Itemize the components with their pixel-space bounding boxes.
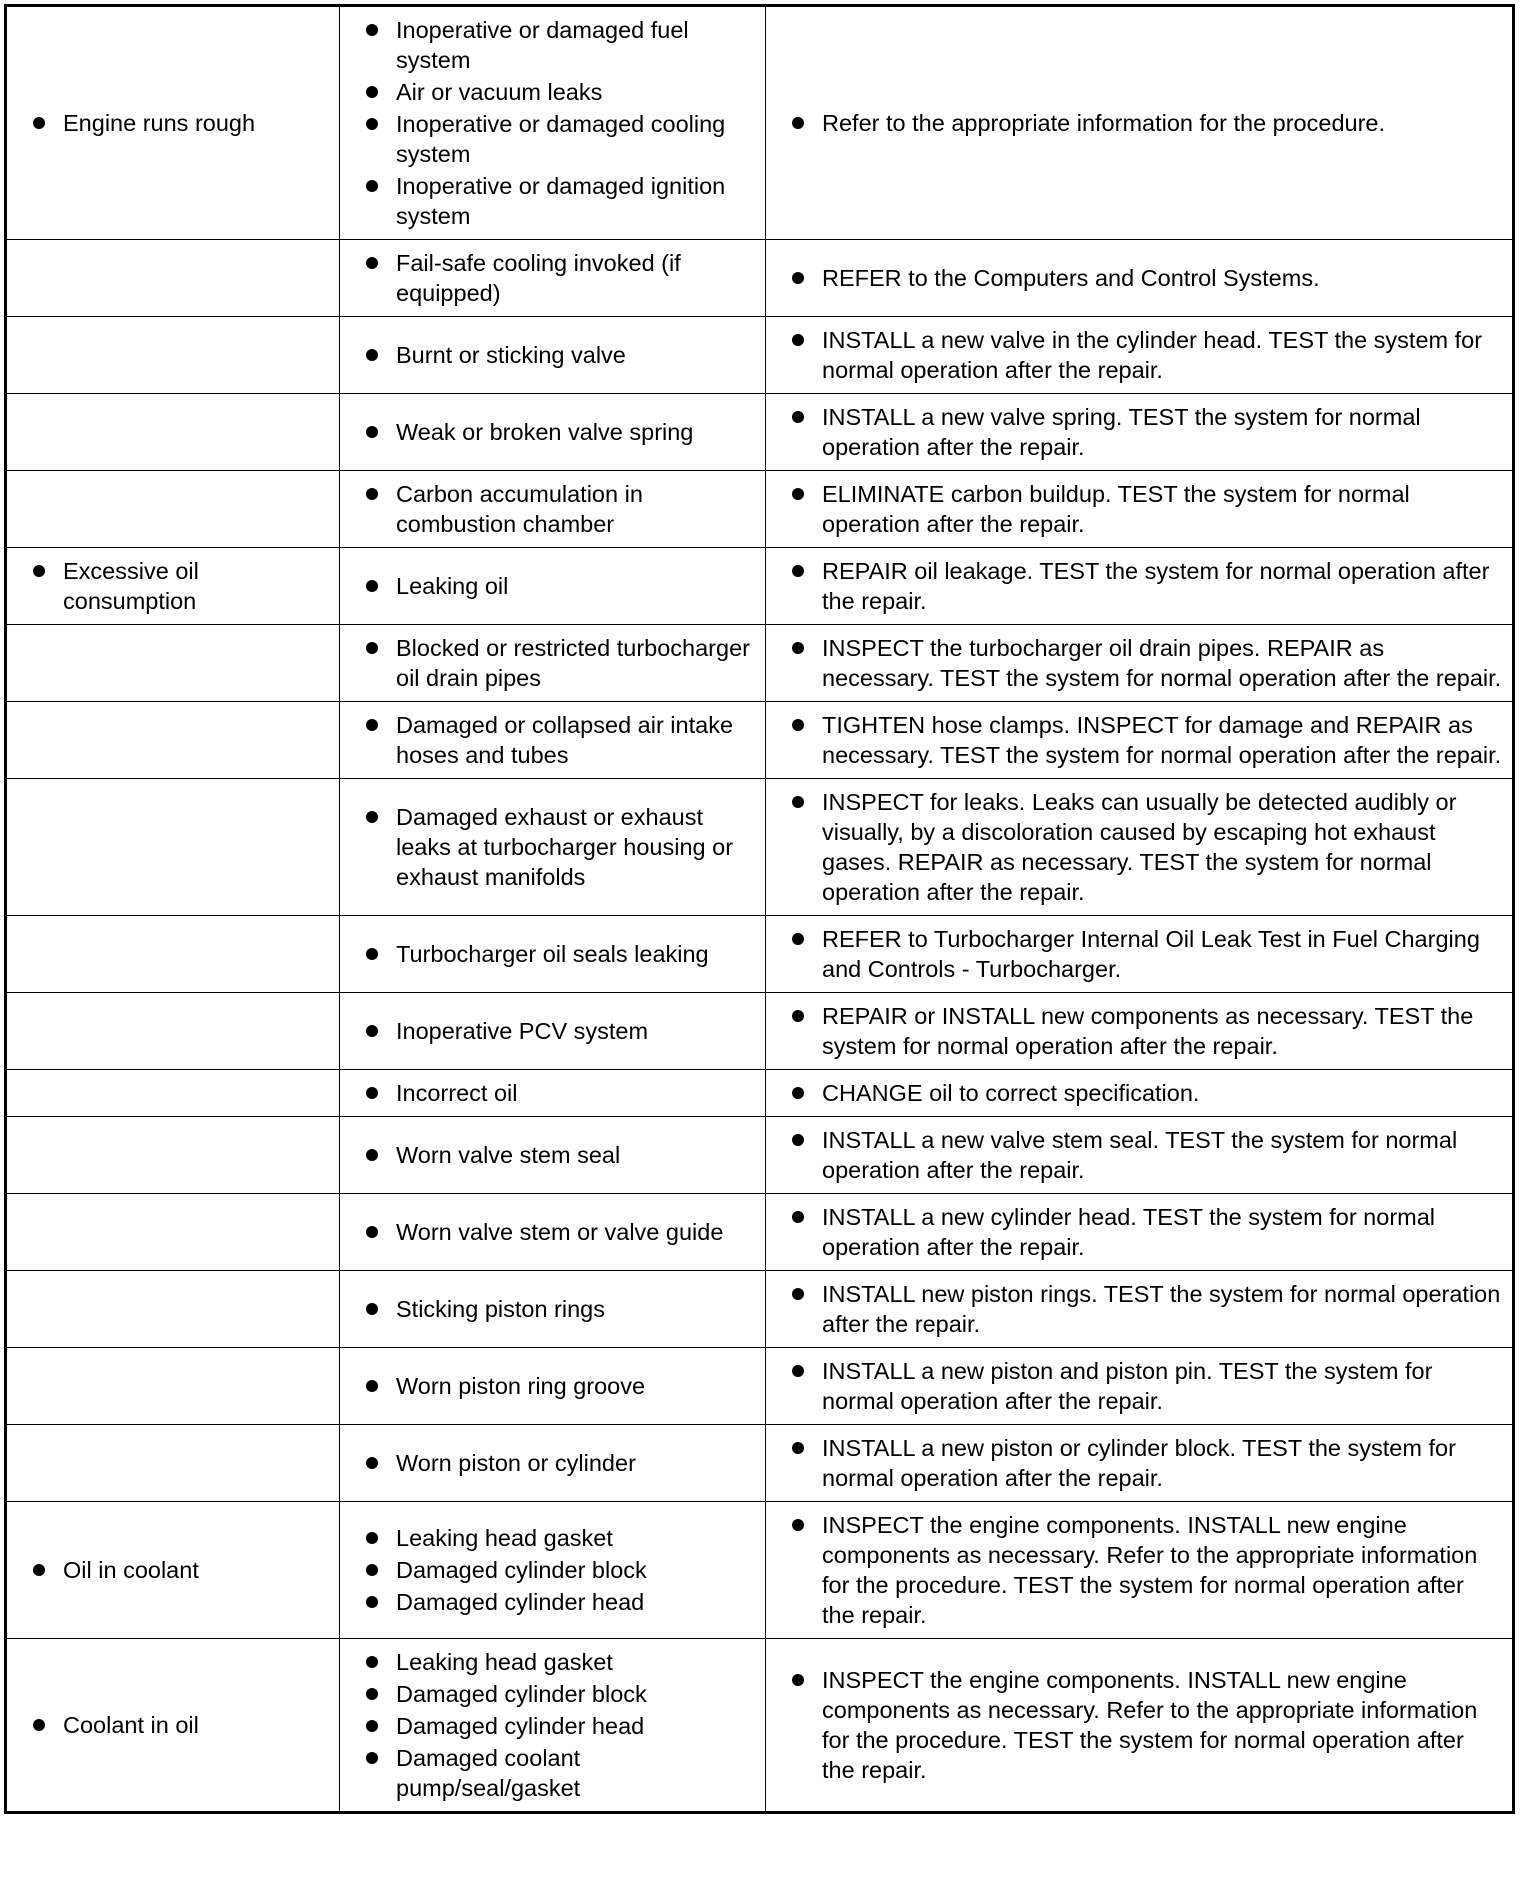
action-cell <box>766 1271 1514 1348</box>
condition-cell <box>6 779 340 916</box>
action-cell <box>766 1639 1514 1813</box>
condition-cell <box>6 702 340 779</box>
action-cell <box>766 394 1514 471</box>
symptom-chart-table <box>4 4 1515 1814</box>
action-text: REFER to Turbocharger Internal Oil Leak Test in Fuel Charging and Controls - Turbocharger. <box>780 924 1502 984</box>
cause-item: Fail-safe cooling invoked (if equipped) <box>354 248 755 308</box>
action-cell <box>766 702 1514 779</box>
action-cell <box>766 916 1514 993</box>
cause-item: Damaged cylinder head <box>354 1711 755 1741</box>
action-cell <box>766 548 1514 625</box>
table-row <box>6 1502 1514 1639</box>
condition-cell <box>6 916 340 993</box>
cause-cell <box>340 6 766 240</box>
action-text: INSPECT the engine components. INSTALL new engine components as necessary. Refer to the appropriate information for the procedure. TEST the system for normal operation after the repair. <box>780 1510 1502 1630</box>
cause-cell <box>340 471 766 548</box>
cause-item: Damaged cylinder block <box>354 1679 755 1709</box>
action-cell <box>766 317 1514 394</box>
condition-cell <box>6 1271 340 1348</box>
cause-cell <box>340 1117 766 1194</box>
condition-cell <box>6 548 340 625</box>
cause-item: Turbocharger oil seals leaking <box>354 939 755 969</box>
cause-item: Inoperative or damaged fuel system <box>354 15 755 75</box>
table-row <box>6 471 1514 548</box>
action-cell <box>766 1502 1514 1639</box>
condition-cell <box>6 1348 340 1425</box>
table-row <box>6 625 1514 702</box>
action-cell <box>766 1117 1514 1194</box>
cause-item: Incorrect oil <box>354 1078 755 1108</box>
cause-cell <box>340 240 766 317</box>
table-row <box>6 1639 1514 1813</box>
action-text: ELIMINATE carbon buildup. TEST the system for normal operation after the repair. <box>780 479 1502 539</box>
table-row <box>6 993 1514 1070</box>
cause-cell <box>340 1425 766 1502</box>
cause-item: Damaged exhaust or exhaust leaks at turbocharger housing or exhaust manifolds <box>354 802 755 892</box>
cause-item: Inoperative or damaged cooling system <box>354 109 755 169</box>
table-row <box>6 779 1514 916</box>
cause-item: Inoperative PCV system <box>354 1016 755 1046</box>
condition-cell <box>6 1639 340 1813</box>
table-row <box>6 317 1514 394</box>
table-row <box>6 394 1514 471</box>
cause-item: Damaged or collapsed air intake hoses and tubes <box>354 710 755 770</box>
action-text: REPAIR or INSTALL new components as necessary. TEST the system for normal operation after the repair. <box>780 1001 1502 1061</box>
action-cell <box>766 993 1514 1070</box>
action-text: INSPECT the engine components. INSTALL new engine components as necessary. Refer to the appropriate information for the procedure. TEST the system for normal operation after the repair. <box>780 1665 1502 1785</box>
cause-cell <box>340 1639 766 1813</box>
action-text: CHANGE oil to correct specification. <box>780 1078 1502 1108</box>
table-row <box>6 1194 1514 1271</box>
cause-item: Carbon accumulation in combustion chamber <box>354 479 755 539</box>
cause-item: Damaged cylinder block <box>354 1555 755 1585</box>
table-row <box>6 548 1514 625</box>
action-text: INSTALL a new piston or cylinder block. TEST the system for normal operation after the repair. <box>780 1433 1502 1493</box>
condition-cell <box>6 394 340 471</box>
table-row <box>6 916 1514 993</box>
action-text: INSTALL a new valve in the cylinder head. TEST the system for normal operation after the repair. <box>780 325 1502 385</box>
symptom-chart-body <box>6 6 1514 1813</box>
cause-item: Worn valve stem or valve guide <box>354 1217 755 1247</box>
cause-cell <box>340 394 766 471</box>
action-cell <box>766 1425 1514 1502</box>
action-cell <box>766 471 1514 548</box>
condition-cell <box>6 1117 340 1194</box>
cause-cell <box>340 1502 766 1639</box>
condition-text: Oil in coolant <box>21 1555 329 1585</box>
cause-item: Inoperative or damaged ignition system <box>354 171 755 231</box>
condition-cell <box>6 993 340 1070</box>
action-cell <box>766 6 1514 240</box>
table-row <box>6 1425 1514 1502</box>
condition-cell <box>6 471 340 548</box>
table-row <box>6 1348 1514 1425</box>
table-row <box>6 240 1514 317</box>
condition-text: Engine runs rough <box>21 108 329 138</box>
cause-cell <box>340 1070 766 1117</box>
condition-cell <box>6 1194 340 1271</box>
condition-text: Excessive oil consumption <box>21 556 329 616</box>
action-text: INSTALL a new valve stem seal. TEST the system for normal operation after the repair. <box>780 1125 1502 1185</box>
diagnosis-document <box>4 4 1512 1814</box>
cause-cell <box>340 1194 766 1271</box>
cause-cell <box>340 1348 766 1425</box>
cause-item: Leaking head gasket <box>354 1523 755 1553</box>
cause-item: Weak or broken valve spring <box>354 417 755 447</box>
action-text: TIGHTEN hose clamps. INSPECT for damage and REPAIR as necessary. TEST the system for normal operation after the repair. <box>780 710 1502 770</box>
cause-item: Worn piston ring groove <box>354 1371 755 1401</box>
cause-item: Blocked or restricted turbocharger oil drain pipes <box>354 633 755 693</box>
action-text: INSTALL a new valve spring. TEST the system for normal operation after the repair. <box>780 402 1502 462</box>
condition-cell <box>6 240 340 317</box>
table-row <box>6 702 1514 779</box>
cause-item: Damaged coolant pump/seal/gasket <box>354 1743 755 1803</box>
condition-text: Coolant in oil <box>21 1710 329 1740</box>
cause-cell <box>340 548 766 625</box>
condition-cell <box>6 317 340 394</box>
cause-cell <box>340 317 766 394</box>
action-text: INSPECT the turbocharger oil drain pipes. REPAIR as necessary. TEST the system for normal operation after the repair. <box>780 633 1502 693</box>
cause-cell <box>340 916 766 993</box>
action-text: REFER to the Computers and Control Systems. <box>780 263 1502 293</box>
cause-item: Worn valve stem seal <box>354 1140 755 1170</box>
condition-cell <box>6 1070 340 1117</box>
action-cell <box>766 1194 1514 1271</box>
condition-cell <box>6 625 340 702</box>
cause-item: Air or vacuum leaks <box>354 77 755 107</box>
action-text: REPAIR oil leakage. TEST the system for normal operation after the repair. <box>780 556 1502 616</box>
action-text: INSTALL new piston rings. TEST the system for normal operation after the repair. <box>780 1279 1502 1339</box>
action-cell <box>766 240 1514 317</box>
cause-item: Leaking oil <box>354 571 755 601</box>
action-text: INSTALL a new piston and piston pin. TEST the system for normal operation after the repair. <box>780 1356 1502 1416</box>
cause-cell <box>340 625 766 702</box>
cause-cell <box>340 993 766 1070</box>
cause-cell <box>340 702 766 779</box>
cause-item: Damaged cylinder head <box>354 1587 755 1617</box>
cause-item: Leaking head gasket <box>354 1647 755 1677</box>
action-cell <box>766 779 1514 916</box>
action-text: Refer to the appropriate information for the procedure. <box>780 108 1502 138</box>
action-cell <box>766 625 1514 702</box>
table-row <box>6 1070 1514 1117</box>
action-text: INSPECT for leaks. Leaks can usually be detected audibly or visually, by a discoloration caused by escaping hot exhaust gases. REPAIR as necessary. TEST the system for normal operation after the repair. <box>780 787 1502 907</box>
condition-cell <box>6 1425 340 1502</box>
cause-cell <box>340 1271 766 1348</box>
condition-cell <box>6 1502 340 1639</box>
cause-item: Worn piston or cylinder <box>354 1448 755 1478</box>
cause-cell <box>340 779 766 916</box>
table-row <box>6 1271 1514 1348</box>
table-row <box>6 1117 1514 1194</box>
action-cell <box>766 1070 1514 1117</box>
cause-item: Sticking piston rings <box>354 1294 755 1324</box>
action-cell <box>766 1348 1514 1425</box>
action-text: INSTALL a new cylinder head. TEST the system for normal operation after the repair. <box>780 1202 1502 1262</box>
condition-cell <box>6 6 340 240</box>
cause-item: Burnt or sticking valve <box>354 340 755 370</box>
table-row <box>6 6 1514 240</box>
